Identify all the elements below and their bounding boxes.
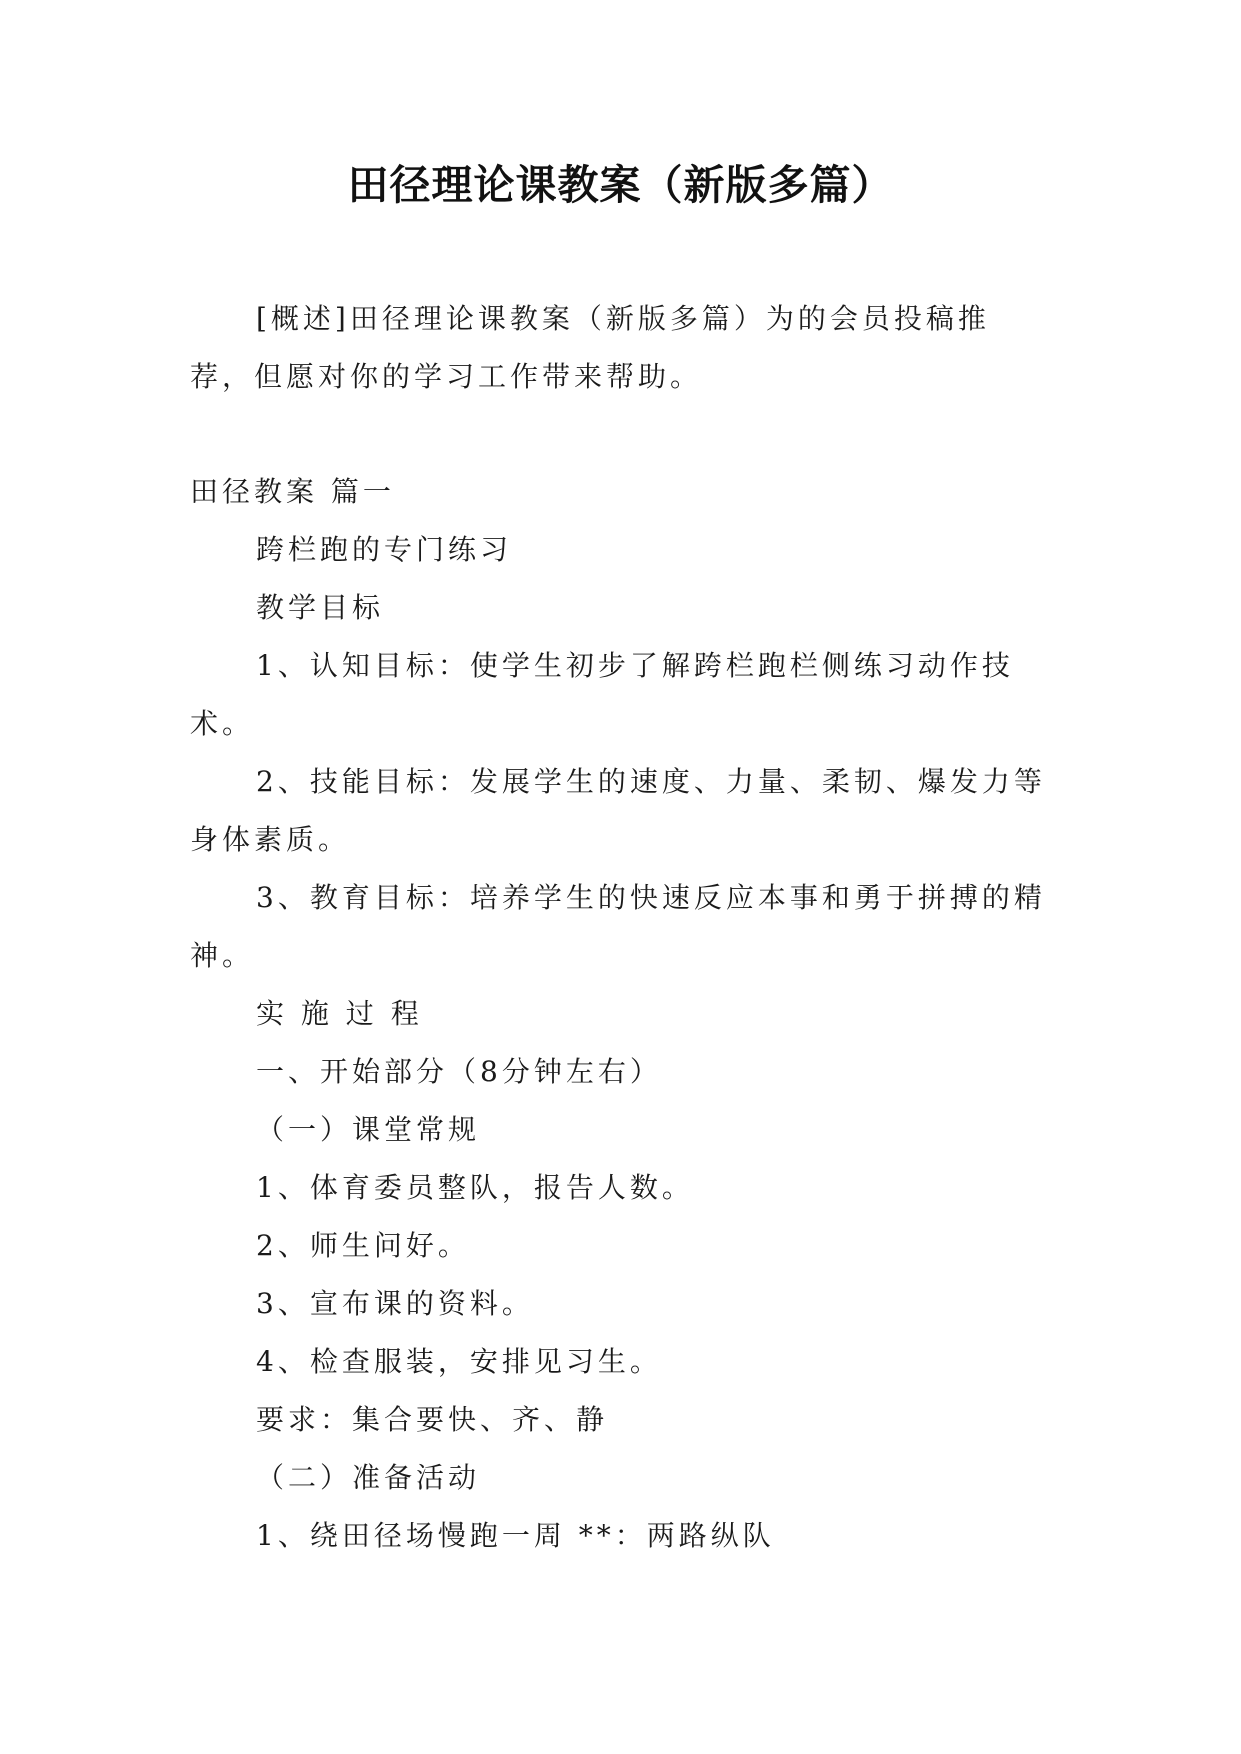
requirement-line: 要求：集合要快、齐、静 — [256, 1403, 609, 1436]
list-item: 3、宣布课的资料。 — [256, 1287, 534, 1320]
summary-paragraph: [概述]田径理论课教案（新版多篇）为的会员投稿推荐，但愿对你的学习工作带来帮助。 — [190, 302, 990, 393]
subsection-heading: （一）课堂常规 — [256, 1113, 481, 1146]
goal-item: 1、认知目标：使学生初步了解跨栏跑栏侧练习动作技术。 — [190, 649, 1014, 740]
heading-teaching-goals: 教学目标 — [256, 591, 385, 624]
list-item: 4、检查服装，安排见习生。 — [256, 1345, 662, 1378]
list-item: 1、绕田径场慢跑一周 **：两路纵队 — [256, 1519, 775, 1552]
subtitle-line: 跨栏跑的专门练习 — [256, 533, 513, 566]
heading-implementation: 实 施 过 程 — [256, 997, 423, 1030]
section-heading: 田径教案 篇一 — [190, 475, 395, 508]
part-heading: 一、开始部分（8分钟左右） — [256, 1055, 662, 1088]
list-item: 1、体育委员整队，报告人数。 — [256, 1171, 694, 1204]
goal-item: 2、技能目标：发展学生的速度、力量、柔韧、爆发力等身体素质。 — [190, 765, 1046, 856]
document-title: 田径理论课教案（新版多篇） — [347, 161, 894, 209]
subsection-heading: （二）准备活动 — [256, 1461, 481, 1494]
goal-item: 3、教育目标：培养学生的快速反应本事和勇于拼搏的精神。 — [190, 881, 1046, 972]
list-item: 2、师生问好。 — [256, 1229, 470, 1262]
document-body — [190, 290, 1052, 1565]
